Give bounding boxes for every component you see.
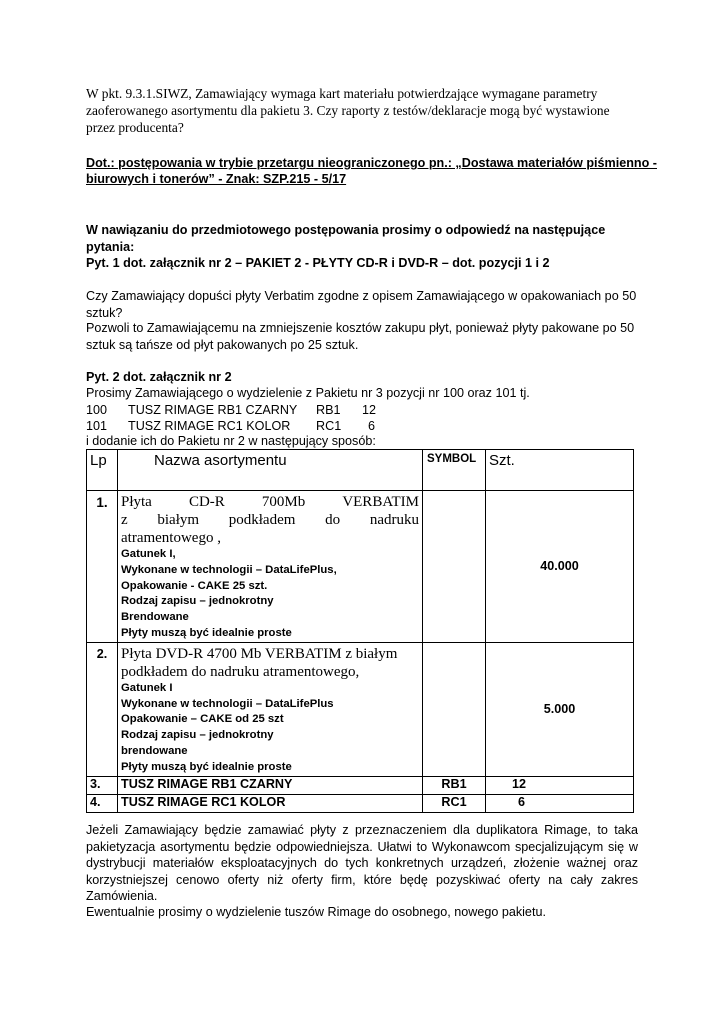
subject-line-1: Dot.: postępowania w trybie przetargu nieograniczonego pn.: „Dostawa materiałów piśmienno - [86, 156, 657, 170]
row-lp: 1. [87, 491, 118, 643]
question-2-line-2: i dodanie ich do Pakietu nr 2 w następujący sposób: [86, 434, 376, 448]
question-2-line-1: Prosimy Zamawiającego o wydzielenie z Pakietu nr 3 pozycji nr 100 oraz 101 tj. [86, 386, 530, 400]
intro-paragraph: W pkt. 9.3.1.SIWZ, Zamawiający wymaga kart materiału potwierdzające wymagane parametry zaoferowanego asortymentu dla pakietu 3. Czy raporty z testów/deklaracje mogą być wystawione przez producenta? [86, 86, 610, 135]
table-row [87, 776, 634, 794]
row-detail: Wykonane w technologii – DataLifePlus [121, 697, 334, 710]
header-lp: Lp [87, 450, 118, 491]
row-title-line-3: atramentowego , [121, 530, 221, 546]
row-detail: brendowane [121, 744, 188, 757]
subject-line-2: biurowych i tonerów” - Znak: SZP.215 - 5/17 [86, 172, 347, 186]
row-detail: Brendowane [121, 611, 189, 624]
header-symbol: SYMBOL [423, 450, 486, 491]
question-1-body-2: Pozwoli to Zamawiającemu na zmniejszenie kosztów zakupu płyt, ponieważ płyty pakowane po 50 sztuk są tańsze od płyt pakowanych po 25 sztuk. [86, 321, 635, 352]
row-detail: Rodzaj zapisu – jednokrotny [121, 595, 274, 608]
closing-paragraph-1: Jeżeli Zamawiający będzie zamawiać płyty z przeznaczeniem dla duplikatora Rimage, to taka pakietyzacja asortymentu będzie odpowiedniejsza. Ułatwi to Wykonawcom specjalizującym się w dystrybucji materiałów eksploatacyjnych do tych konkretnych urządzeń, złożenie ważnej oraz korzystniejszej cenowo oferty niż oferty firm, które będę pozyskiwać oferty na cały zakres Zamówienia. [86, 823, 638, 903]
item-qty: 12 [362, 403, 377, 417]
row-title-line-1 [121, 493, 419, 511]
row-lp: 3. [87, 776, 118, 794]
table-row [87, 642, 634, 776]
item-nr: 101 [86, 419, 108, 433]
table-row [87, 491, 634, 643]
item-symbol: RB1 [316, 403, 341, 417]
item-qty: 6 [368, 419, 376, 433]
row-title: TUSZ RIMAGE RB1 CZARNY [118, 776, 423, 794]
title-word: do [325, 512, 341, 528]
table-row [87, 794, 634, 812]
row-title-line-2 [121, 511, 419, 529]
question-2-title: Pyt. 2 dot. załącznik nr 2 [86, 370, 232, 384]
closing-paragraph-2: Ewentualnie prosimy o wydzielenie tuszów Rimage do osobnego, nowego pakietu. [86, 905, 546, 919]
row-detail: Opakowanie - CAKE 25 szt. [121, 579, 268, 592]
row-detail: Gatunek I [121, 681, 173, 694]
header-qty: Szt. [486, 450, 634, 491]
question-1-title: Pyt. 1 dot. załącznik nr 2 – PAKIET 2 - PŁYTY CD-R i DVD-R – dot. pozycji 1 i 2 [86, 256, 550, 270]
row-qty: 12 [486, 776, 634, 794]
row-title: TUSZ RIMAGE RC1 KOLOR [118, 794, 423, 812]
row-detail: Płyty muszą być idealnie proste [121, 760, 292, 773]
title-word: nadruku [369, 512, 419, 528]
header-name: Nazwa asortymentu [118, 450, 423, 491]
row-symbol: RB1 [423, 776, 486, 794]
table-header-row [87, 450, 634, 491]
row-detail: Wykonane w technologii – DataLifePlus, [121, 563, 337, 576]
item-row-100 [86, 402, 638, 419]
question-1-body-1: Czy Zamawiający dopuści płyty Verbatim zgodne z opisem Zamawiającego w opakowaniach po 50 sztuk? [86, 289, 637, 320]
row-symbol [423, 642, 486, 776]
title-word: podkładem [228, 512, 296, 528]
title-word: z [121, 512, 128, 528]
title-word: Płyta [121, 494, 152, 510]
row-qty: 6 [486, 794, 634, 812]
row-symbol [423, 491, 486, 643]
row-qty: 5.000 [486, 642, 634, 776]
row-detail: Gatunek I, [121, 548, 176, 560]
title-word: CD-R [188, 494, 225, 510]
row-description [118, 642, 423, 776]
item-name: TUSZ RIMAGE RC1 KOLOR [128, 419, 291, 433]
title-word: VERBATIM [342, 494, 419, 510]
assortment-table [86, 449, 634, 813]
title-word: 700Mb [261, 494, 306, 510]
row-symbol: RC1 [423, 794, 486, 812]
row-qty: 40.000 [486, 491, 634, 643]
item-nr: 100 [86, 403, 108, 417]
row-detail: Płyty muszą być idealnie proste [121, 626, 292, 639]
row-description [118, 491, 423, 643]
row-lp: 2. [87, 642, 118, 776]
title-word: białym [157, 512, 200, 528]
item-symbol: RC1 [316, 419, 342, 433]
item-name: TUSZ RIMAGE RB1 CZARNY [128, 403, 298, 417]
row-title: Płyta DVD-R 4700 Mb VERBATIM z białym podkładem do nadruku atramentowego, [121, 645, 398, 680]
row-lp: 4. [87, 794, 118, 812]
row-detail: Rodzaj zapisu – jednokrotny [121, 729, 274, 742]
lead-text: W nawiązaniu do przedmiotowego postępowania prosimy o odpowiedź na następujące pytania: [86, 223, 606, 254]
row-detail: Opakowanie – CAKE od 25 szt [121, 713, 284, 726]
